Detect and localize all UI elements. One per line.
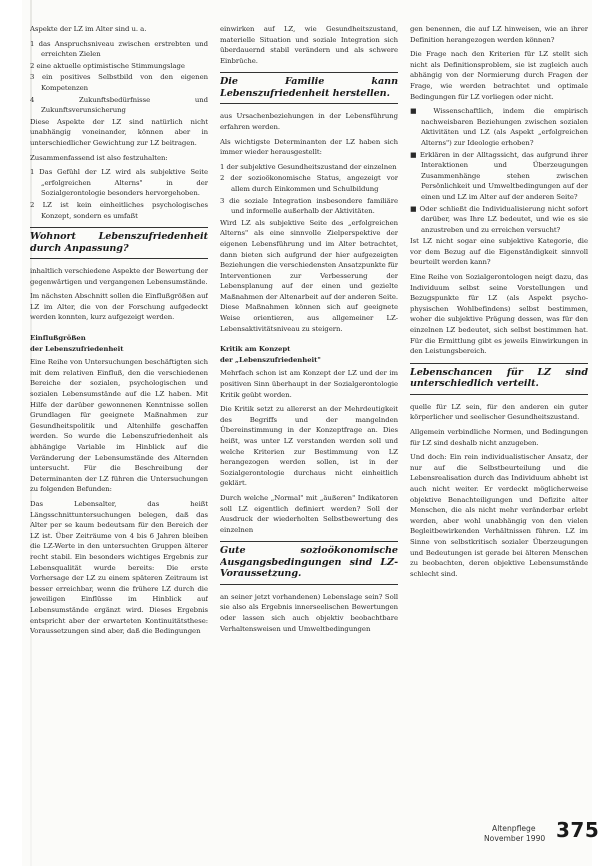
col3-paragraph-6: Allgemein verbindliche Normen, und Bedingungen für LZ sind deshalb nicht anzugeben. [410, 428, 588, 447]
col3-paragraph-5: quelle für LZ sein, für den anderen ein guter körperlicher und seelischer Gesundheitszustand. [410, 402, 588, 422]
col2-paragraph-4: Wird LZ als subjektive Seite des „erfolgreichen Alterns" als eine sinnvolle Zielperspektive der eigenen Lebensführung und im Alter betrachtet, dann bieten sich aufgrund der hier aufgezeigten Beziehungen die verschiedensten Ansatzpunkte für Interventionen zur Verbesserung der Lebensplanung auf der einen und gezielte Maßnahmen der Altenarbeit auf der anderen Seite. Diese Maßnahmen können sich auf geeignete Weise orientieren, aus allgemeiner LZ-Lebensaktivitätsniveau zu steigern. [220, 218, 398, 333]
col1-point-1: 1 Das Gefühl der LZ wird als subjektive Seite „erfolgreichen Alterns" in der Sozialgerontologie besonders hervorgehoben. [30, 168, 208, 198]
col2-paragraph-2: aus Ursachenbeziehungen in der Lebensführung erfahren werden. [220, 112, 398, 131]
col1-paragraph-3: inhaltlich verschiedene Aspekte der Bewertung der gegenwärtigen und vergangenen Lebensumstände. [30, 267, 208, 286]
col2-subheading-2: der „Lebenszufriedenheit" [220, 355, 321, 364]
col2-pull-heading-2: Gute sozioökonomische Ausgangsbedingungen sind LZ-Voraussetzung. [220, 541, 398, 585]
col3-paragraph-4: Eine Reihe von Sozialgerontologen neigt dazu, das Individuum selbst seine Vorstellungen und Bezugspunkte für LZ (als Aspekt psycho-physischen Wohlbefindens) selbst bestimmen, woher die subjektive Prägung dessen, was für den einzelnen LZ bedeutet, sich selbst bestimmen hat. Für die Ermittlung gibt es jeweils Einwirkungen in den Leistungsbereich. [410, 273, 588, 356]
col2-pull-heading-1: Die Familie kann Lebenszufriedenheit herstellen. [220, 72, 398, 104]
column-3 [410, 24, 588, 583]
col3-paragraph-1: gen benennen, die auf LZ hinweisen, wie an ihrer Definition herangezogen werden können? [410, 25, 588, 44]
col2-bullet-1: 1 der subjektive Gesundheitszustand der einzelnen [220, 162, 397, 171]
col1-pull-heading: Wohnort Lebenszufriedenheit durch Anpassung? [30, 227, 208, 259]
col1-bullet-4: 4 Zukunftsbedürfnisse und Zukunftsverunsicherung [30, 95, 208, 115]
column-2 [220, 24, 398, 638]
col2-bullet-3: 3 die soziale Integration insbesondere familiäre und informelle außerhalb der Aktivitäten. [220, 196, 398, 216]
col3-point-1: ■ Wissenschaftlich, indem die empirisch nachweisbaren Beziehungen zwischen sozialen Aktivitäten und LZ (als Aspekt „erfolgreichen Alterns") zur Ideologie erhoben? [410, 107, 588, 147]
col1-intro: Aspekte der LZ im Alter sind u. a. [30, 25, 147, 33]
col2-paragraph-3: Als wichtigste Determinanten der LZ haben sich immer wieder herausgestellt: [220, 137, 398, 157]
col2-paragraph-5: Mehrfach schon ist am Konzept der LZ und der im positiven Sinn überhaupt in der Sozialgerontologie Kritik geübt worden. [220, 369, 398, 399]
col2-paragraph-8: an seiner jetzt vorhandenen) Lebenslage sein? Soll sie also als Ergebnis innerseelischen Bewertungen oder lassen sich auch objektiv beobachtbare Verhaltensweisen und Umweltbedingungen [220, 592, 398, 633]
col1-point-2: 2 LZ ist kein einheitliches psychologisches Konzept, sondern es umfaßt [30, 200, 208, 220]
document-page [22, 0, 600, 866]
col1-paragraph-5: Eine Reihe von Untersuchungen beschäftigten sich mit dem relativen Einfluß, den die verschiedenen Bereiche der sozialen, psychologischen und sozialen Lebensumstände auf die LZ haben. Mit Hilfe der darüber gewonnenen Kenntnisse sollen Grundlagen für geeignete Maßnahmen zur Gesundheitspolitik und Altenhilfe geschaffen werden. So wurde die Lebenszufriedenheit als abhängige Variable im Hinblick auf die Veränderung der Lebensumstände des Alternden untersucht. Für die Beschreibung der Determinanten der LZ führen die Untersuchungen zu folgenden Befunden: [30, 358, 208, 494]
journal-name: Altenpflege [492, 824, 536, 833]
col3-paragraph-2: Die Frage nach den Kriterien für LZ stellt sich nicht als Definitionsproblem, sie ist zugleich auch abhängig von der Normierung durch Fragen der Frage, wie werden betrachtet und optimale Bedingungen für LZ vorliegen oder nicht. [410, 50, 588, 101]
col2-bullet-2: 2 der sozioökonomische Status, angezeigt vor allem durch Einkommen und Schulbildung [220, 174, 398, 193]
col3-paragraph-7: Und doch: Ein rein individualistischer Ansatz, der nur auf die Selbstbeurteilung und die Lebensrealisation durch das Individuum abhebt ist auch nicht weiter. Er verdeckt möglicherweise objektive Benachteiligungen und Defizite alter Menschen, die als nicht mehr veränderbar erlebt werden, aber wohl unabhängig von den vielen Begleitbewirkenden Verhältnissen führen. LZ im Sinne von selbstkritisch sozialer Überzeugungen und Bedeutungen ist gerade bei älteren Menschen zu beobachten, deren objektive Lebensumstände schlecht sind. [410, 453, 588, 578]
col3-point-3: ■ Oder schließt die Individualisierung nicht sofort darüber, was Ihre LZ bedeutet, und wie es sie anzustreben und zu erreichen versucht? [410, 204, 588, 234]
col1-subheading-1: Einflußgrößen [30, 334, 86, 343]
col1-paragraph-4: Im nächsten Abschnitt sollen die Einflußgrößen auf LZ im Alter, die von der Forschung aufgedeckt werden konnten, kurz aufgezeigt werden. [30, 292, 208, 322]
col1-bullet-1: 1 das Anspruchsniveau zwischen erstrebten und erreichten Zielen [30, 39, 208, 59]
col1-bullet-3: 3 ein positives Selbstbild von den eigenen Kompetenzen [30, 73, 208, 92]
col2-paragraph-6: Die Kritik setzt zu allererst an der Mehrdeutigkeit des Begriffs und der mangelnden Übereinstimmung in der Konzeptfrage an. Dies heißt, was unter LZ verstanden werden soll und welche Kriterien zur Bestimmung von LZ herangezogen werden sollen, ist in der Sozialgerontologie durchaus nicht einheitlich geklärt. [220, 405, 398, 488]
col3-pull-heading: Lebenschancen für LZ sind unterschiedlich verteilt. [410, 363, 588, 395]
col3-paragraph-3: Ist LZ nicht sogar eine subjektive Kategorie, die vor dem Bezug auf die Eigenständigkeit sinnvoll beurteilt werden kann? [410, 237, 588, 267]
col1-paragraph-6: Das Lebensalter, das heißt Längsschnittuntersuchungen belegen, daß das Alter per se kaum bedeutsam für den Bereich der LZ ist. Über Zeiträume von 4 bis 6 Jahren bleiben die LZ-Werte in den untersuchten Gruppen älterer recht stabil. Ein besonders wichtiges Ergebnis zur Lebensqualität wurde bereits: Die erste Vorhersage der LZ zu einem späteren Zeitraum ist besser erreichbar, wenn die frühere LZ durch die jeweiligen Einflüsse im Hinblick auf Lebensumstände ergänzt wird. Dieses Ergebnis entspricht aber der erwarteten Kontinuitätsthese: Voraussetzungen sind aber, daß die Bedingungen [30, 499, 208, 636]
col1-bullet-2: 2 eine aktuelle optimistische Stimmungslage [30, 61, 185, 70]
column-1 [30, 24, 208, 641]
col1-paragraph-2: Zusammenfassend ist also festzuhalten: [30, 153, 168, 162]
col2-subheading-1: Kritik am Konzept [220, 345, 291, 354]
page-footer [484, 818, 611, 858]
issue-date: November 1990 [484, 834, 546, 843]
col1-paragraph-1: Diese Aspekte der LZ sind natürlich nicht unabhängig voneinander, können aber in unterschiedlicher Gewichtung zur LZ beitragen. [30, 117, 208, 147]
col1-subheading-2: der Lebenszufriedenheit [30, 344, 124, 353]
page-number: 375 [556, 818, 600, 842]
col2-paragraph-7: Durch welche „Normal" mit „äußeren" Indikatoren soll LZ eigentlich definiert werden? Soll der Ausdruck der wiederholten Selbstbewertung des einzelnen [220, 493, 398, 534]
col2-paragraph-1: einwirken auf LZ, wie Gesundheitszustand, materielle Situation und soziale Integration sich überdauernd stabil verändern und als schwere Einbrüche. [220, 25, 398, 65]
col3-point-2: ■ Erklären in der Alltagssicht, das aufgrund ihrer Interaktionen und Überzeugungen Zusammenhänge stehen zwischen Persönlichkeit und Umweltbedingungen auf der einen und LZ im Alter auf der anderen Seite? [410, 150, 588, 201]
